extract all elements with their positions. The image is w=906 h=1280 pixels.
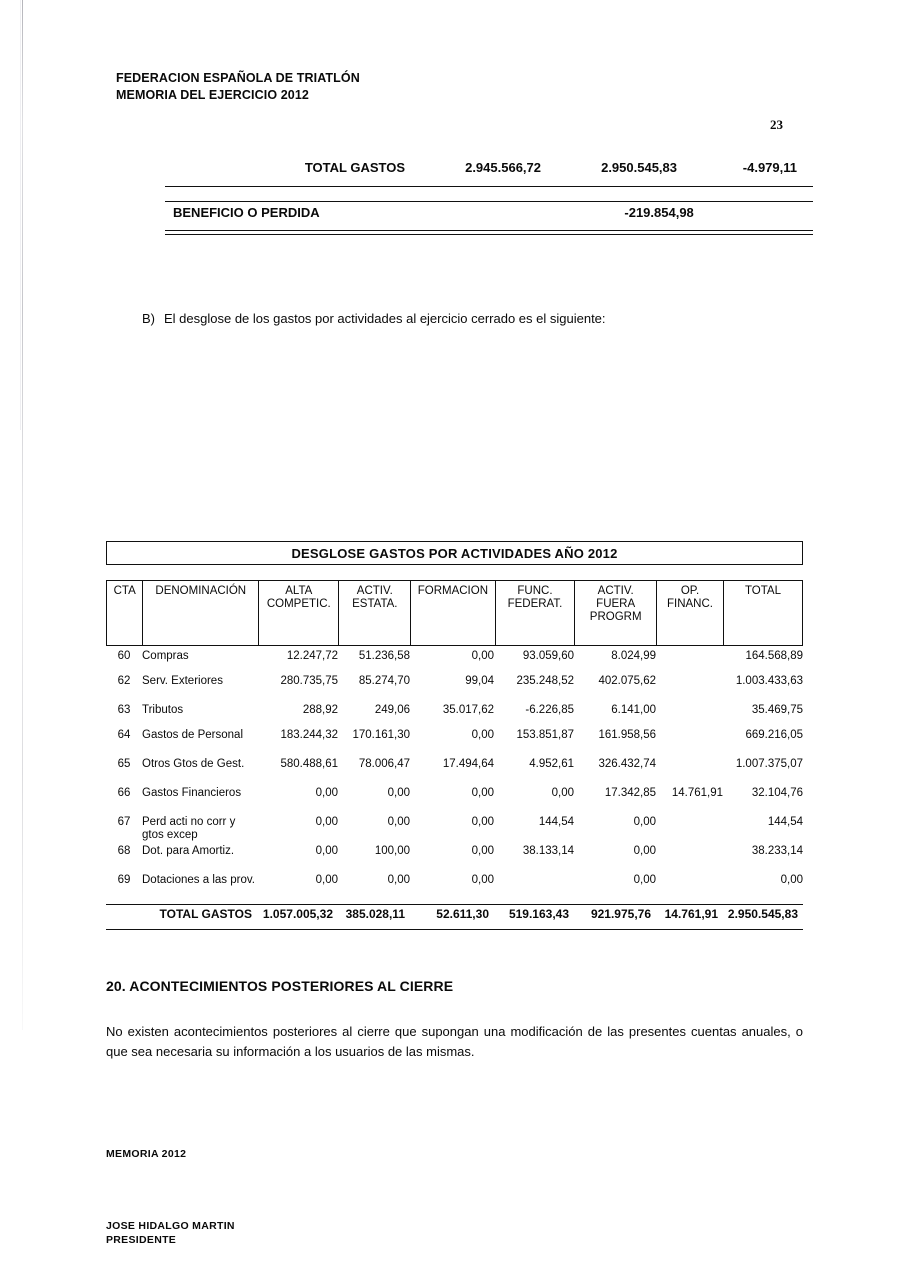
- cell-cta: 67: [117, 816, 131, 828]
- cell-formacion: 0,00: [471, 845, 494, 857]
- cell-activ-fuera-progrm: 402.075,62: [598, 675, 656, 687]
- cell-denominacion: Gastos de Personal: [142, 729, 244, 741]
- page-number: 23: [770, 117, 783, 132]
- table-row: [106, 758, 803, 787]
- cell-op-financ: [656, 845, 723, 874]
- table-row: [106, 729, 803, 758]
- signer-name: JOSE HIDALGO MARTIN: [106, 1220, 235, 1232]
- cell-cta: 65: [117, 758, 131, 770]
- organization-name: FEDERACION ESPAÑOLA DE TRIATLÓN: [116, 71, 360, 85]
- breakdown-bottom-rule: [106, 929, 803, 930]
- breakdown-table-body-wrap: [106, 650, 803, 903]
- col-header-formacion: [411, 581, 495, 646]
- document-header: [116, 70, 360, 104]
- col-header-func-l1: FUNC.: [517, 585, 553, 597]
- cell-cta: 66: [117, 787, 131, 799]
- document-subtitle: MEMORIA DEL EJERCICIO 2012: [116, 88, 309, 102]
- cell-denominacion: Serv. Exteriores: [142, 675, 223, 687]
- table-row: [106, 874, 803, 903]
- table-row: [106, 816, 803, 845]
- paragraph-b-text: El desglose de los gastos por actividades al ejercicio cerrado es el siguiente:: [164, 311, 606, 326]
- cell-op-financ: [656, 704, 723, 729]
- total-gastos-row: [165, 160, 813, 186]
- breakdown-total-act: 385.028,11: [345, 907, 405, 921]
- cell-activ-estata: 249,06: [374, 704, 410, 716]
- cell-op-financ: [656, 816, 723, 845]
- cell-op-financ: [656, 650, 723, 675]
- cell-total: 35.469,75: [751, 704, 803, 716]
- table-row: [106, 650, 803, 675]
- cell-activ-estata: 0,00: [387, 787, 410, 799]
- breakdown-total-total: 2.950.545,83: [727, 907, 798, 921]
- paragraph-b: [142, 310, 606, 328]
- beneficio-value: -219.854,98: [624, 205, 694, 220]
- col-header-form-l1: FORMACION: [417, 585, 488, 597]
- cell-func-federat: [494, 874, 574, 903]
- footer-signature-block: [106, 1220, 235, 1247]
- total-gastos-value-3: -4.979,11: [742, 160, 797, 175]
- summary-spacer: [165, 187, 813, 201]
- breakdown-total-op: 14.761,91: [664, 907, 718, 921]
- col-header-func-federat: [495, 581, 575, 646]
- cell-cta: 68: [117, 845, 131, 857]
- cell-activ-estata: 85.274,70: [358, 675, 410, 687]
- cell-func-federat: -6.226,85: [525, 704, 574, 716]
- table-row: [106, 704, 803, 729]
- breakdown-total-blank: [106, 904, 142, 923]
- cell-op-financ: [656, 675, 723, 704]
- cell-total: 669.216,05: [745, 729, 803, 741]
- section-20-paragraph: No existen acontecimientos posteriores al cierre que supongan una modificación de las presentes cuentas anuales, o que sea necesaria su información a los usuarios de las mismas.: [106, 1024, 803, 1059]
- col-header-act-l1: ACTIV.: [356, 585, 393, 597]
- cell-func-federat: 144,54: [538, 816, 574, 828]
- signer-title: PRESIDENTE: [106, 1233, 177, 1246]
- cell-func-federat: 93.059,60: [522, 650, 574, 662]
- cell-activ-fuera-progrm: 326.432,74: [598, 758, 656, 770]
- col-header-op-l2: FINANC.: [666, 598, 713, 610]
- cell-cta: 64: [117, 729, 131, 741]
- breakdown-total-row: [106, 904, 803, 923]
- col-header-activ-estata: [339, 581, 411, 646]
- cell-formacion: 99,04: [465, 675, 494, 687]
- table-row: [106, 787, 803, 816]
- cell-alta-competic: 0,00: [315, 816, 338, 828]
- table-header-row: [107, 581, 803, 646]
- cell-denominacion: Dotaciones a las prov.: [142, 874, 255, 886]
- cell-cta: 63: [117, 704, 131, 716]
- cell-activ-fuera-progrm: 6.141,00: [611, 704, 656, 716]
- col-header-func-l2: FEDERAT.: [507, 598, 563, 610]
- col-header-activ-fuera-progrm: [575, 581, 657, 646]
- cell-denominacion: Tributos: [142, 704, 184, 716]
- cell-func-federat: 153.851,87: [516, 729, 574, 741]
- cell-activ-fuera-progrm: 0,00: [633, 874, 656, 886]
- total-gastos-label: TOTAL GASTOS: [304, 160, 405, 175]
- col-header-fuera-l2: FUERA: [596, 598, 636, 610]
- cell-op-financ: 14.761,91: [671, 787, 723, 799]
- col-header-cta: [107, 581, 143, 646]
- col-header-op-financ: [656, 581, 723, 646]
- cell-alta-competic: 0,00: [315, 787, 338, 799]
- cell-alta-competic: 0,00: [315, 845, 338, 857]
- cell-denominacion: Compras: [142, 650, 189, 662]
- breakdown-total-alta: 1.057.005,32: [262, 907, 333, 921]
- cell-cta: 60: [117, 650, 131, 662]
- cell-activ-estata: 100,00: [374, 845, 410, 857]
- cell-func-federat: 235.248,52: [516, 675, 574, 687]
- cell-activ-estata: 51.236,58: [358, 650, 410, 662]
- cell-activ-fuera-progrm: 0,00: [633, 816, 656, 828]
- paragraph-b-marker: B): [142, 311, 155, 326]
- cell-alta-competic: 280.735,75: [280, 675, 338, 687]
- cell-total: 38.233,14: [751, 845, 803, 857]
- table-row: [106, 675, 803, 704]
- cell-activ-fuera-progrm: 17.342,85: [604, 787, 656, 799]
- cell-formacion: 0,00: [471, 787, 494, 799]
- summary-rule-bottom: [165, 230, 813, 235]
- breakdown-total-fuera: 921.975,76: [590, 907, 651, 921]
- cell-denominacion: Otros Gtos de Gest.: [142, 758, 245, 770]
- cell-formacion: 35.017,62: [442, 704, 494, 716]
- cell-activ-estata: 170.161,30: [352, 729, 410, 741]
- cell-func-federat: 4.952,61: [529, 758, 574, 770]
- col-header-alta-l2: COMPETIC.: [266, 598, 331, 610]
- cell-alta-competic: 580.488,61: [280, 758, 338, 770]
- total-gastos-value-1: 2.945.566,72: [465, 160, 541, 175]
- col-header-act-l2: ESTATA.: [352, 598, 398, 610]
- cell-total: 144,54: [767, 816, 803, 828]
- beneficio-label: BENEFICIO O PERDIDA: [173, 205, 320, 220]
- scan-artifact-line-secondary: [20, 0, 21, 430]
- cell-alta-competic: 183.244,32: [280, 729, 338, 741]
- cell-op-financ: [656, 758, 723, 787]
- col-header-denominacion: [143, 581, 259, 646]
- cell-formacion: 0,00: [471, 874, 494, 886]
- col-header-op-l1: OP.: [680, 585, 700, 597]
- cell-total: 1.003.433,63: [735, 675, 803, 687]
- cell-op-financ: [656, 874, 723, 903]
- cell-total: 32.104,76: [751, 787, 803, 799]
- cell-denominacion: Dot. para Amortiz.: [142, 845, 235, 857]
- cell-total: 0,00: [780, 874, 803, 886]
- cell-denominacion: Gastos Financieros: [142, 787, 242, 799]
- col-header-total-l1: TOTAL: [744, 585, 781, 597]
- cell-alta-competic: 0,00: [315, 874, 338, 886]
- col-header-alta-competic: [259, 581, 339, 646]
- cell-activ-fuera-progrm: 161.958,56: [598, 729, 656, 741]
- summary-totals-block: [165, 160, 813, 235]
- col-header-denominacion-l1: DENOMINACIÓN: [155, 585, 247, 597]
- table-row: [106, 845, 803, 874]
- cell-total: 1.007.375,07: [735, 758, 803, 770]
- cell-total: 164.568,89: [745, 650, 803, 662]
- total-gastos-value-2: 2.950.545,83: [601, 160, 677, 175]
- footer-memoria-label: MEMORIA 2012: [106, 1148, 187, 1160]
- breakdown-table-header: [106, 580, 803, 646]
- breakdown-title-box: [106, 541, 803, 565]
- cell-formacion: 0,00: [471, 729, 494, 741]
- breakdown-table-body: [106, 650, 803, 903]
- cell-func-federat: 38.133,14: [522, 845, 574, 857]
- breakdown-total-form: 52.611,30: [436, 907, 489, 921]
- cell-denominacion: Perd acti no corr y gtos excep: [142, 816, 236, 842]
- col-header-fuera-l1: ACTIV.: [597, 585, 634, 597]
- cell-formacion: 17.494,64: [442, 758, 494, 770]
- cell-alta-competic: 288,92: [302, 704, 338, 716]
- cell-func-federat: 0,00: [551, 787, 574, 799]
- cell-formacion: 0,00: [471, 816, 494, 828]
- col-header-cta-l1: CTA: [113, 585, 136, 597]
- col-header-total: [723, 581, 802, 646]
- cell-activ-fuera-progrm: 8.024,99: [611, 650, 656, 662]
- beneficio-row: [165, 202, 813, 230]
- scan-artifact-line: [22, 0, 23, 1030]
- cell-activ-fuera-progrm: 0,00: [633, 845, 656, 857]
- cell-activ-estata: 0,00: [387, 874, 410, 886]
- col-header-fuera-l3: PROGRM: [589, 611, 642, 623]
- cell-cta: 62: [117, 675, 131, 687]
- section-20-heading: 20. ACONTECIMIENTOS POSTERIORES AL CIERRE: [106, 978, 454, 994]
- cell-formacion: 0,00: [471, 650, 494, 662]
- cell-op-financ: [656, 729, 723, 758]
- cell-cta: 69: [117, 874, 131, 886]
- col-header-alta-l1: ALTA: [285, 585, 313, 597]
- breakdown-title: DESGLOSE GASTOS POR ACTIVIDADES AÑO 2012: [291, 545, 618, 561]
- breakdown-total-func: 519.163,43: [508, 907, 569, 921]
- cell-alta-competic: 12.247,72: [286, 650, 338, 662]
- breakdown-total-label: TOTAL GASTOS: [159, 907, 252, 921]
- cell-activ-estata: 0,00: [387, 816, 410, 828]
- cell-activ-estata: 78.006,47: [358, 758, 410, 770]
